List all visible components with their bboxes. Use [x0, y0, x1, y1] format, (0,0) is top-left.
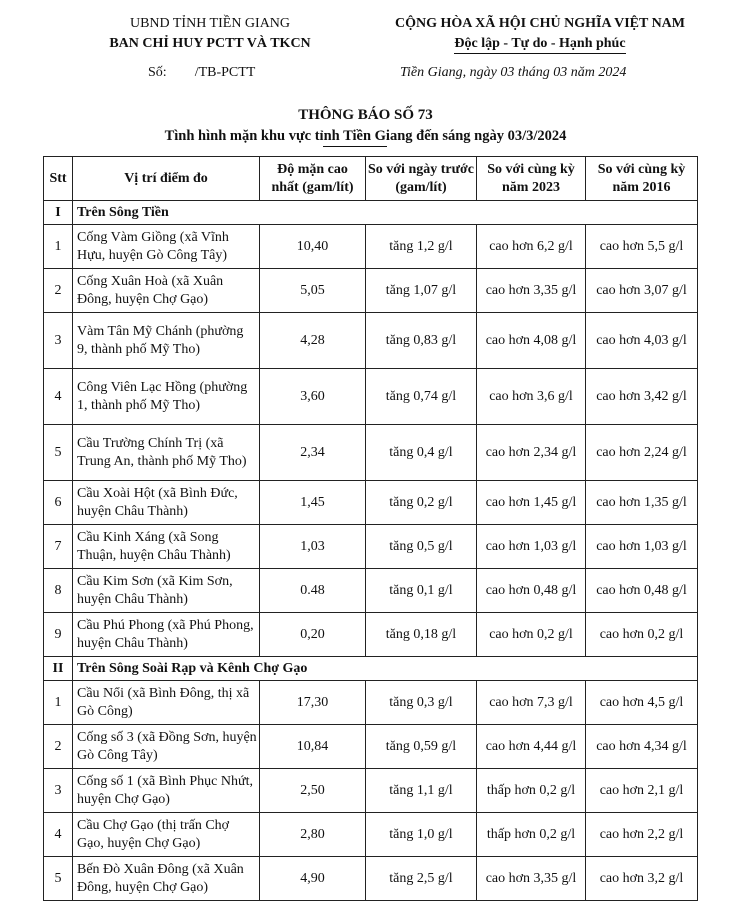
row-vs-2016: cao hơn 2,2 g/l [586, 813, 698, 857]
table-row [44, 813, 698, 857]
row-stt: 4 [44, 813, 73, 857]
row-vs-2023: cao hơn 1,03 g/l [477, 525, 586, 569]
row-max-salinity: 0.48 [260, 569, 366, 613]
row-vs-2016: cao hơn 3,2 g/l [586, 857, 698, 901]
table-row [44, 681, 698, 725]
row-vs-2023: thấp hơn 0,2 g/l [477, 769, 586, 813]
row-vs-2016: cao hơn 4,34 g/l [586, 725, 698, 769]
column-header-stt: Stt [44, 157, 73, 201]
notice-title: THÔNG BÁO SỐ 73 [298, 107, 433, 123]
national-motto: Độc lập - Tự do - Hạnh phúc [454, 34, 625, 54]
row-vs-2023: cao hơn 4,08 g/l [477, 313, 586, 369]
row-location: Cống số 1 (xã Bình Phục Nhứt, huyện Chợ Gạo) [73, 769, 260, 813]
command-board-name: BAN CHỈ HUY PCTT VÀ TKCN [109, 36, 311, 51]
table-row [44, 369, 698, 425]
row-vs-2016: cao hơn 4,03 g/l [586, 313, 698, 369]
row-location: Cầu Nổi (xã Bình Đông, thị xã Gò Công) [73, 681, 260, 725]
section-row [44, 201, 698, 225]
row-location: Cầu Phú Phong (xã Phú Phong, huyện Châu Thành) [73, 613, 260, 657]
row-vs-2016: cao hơn 4,5 g/l [586, 681, 698, 725]
row-vs-previous-day: tăng 1,1 g/l [366, 769, 477, 813]
row-max-salinity: 3,60 [260, 369, 366, 425]
row-vs-2023: cao hơn 0,48 g/l [477, 569, 586, 613]
table-row [44, 569, 698, 613]
row-stt: 3 [44, 769, 73, 813]
row-vs-2016: cao hơn 1,03 g/l [586, 525, 698, 569]
row-stt: 5 [44, 857, 73, 901]
row-vs-2023: cao hơn 1,45 g/l [477, 481, 586, 525]
row-vs-previous-day: tăng 0,3 g/l [366, 681, 477, 725]
row-vs-2023: cao hơn 3,35 g/l [477, 269, 586, 313]
section-name: Trên Sông Soài Rạp và Kênh Chợ Gạo [73, 657, 698, 681]
row-location: Cống Vàm Giồng (xã Vĩnh Hựu, huyện Gò Công Tây) [73, 225, 260, 269]
row-max-salinity: 4,90 [260, 857, 366, 901]
row-max-salinity: 2,50 [260, 769, 366, 813]
row-stt: 7 [44, 525, 73, 569]
row-max-salinity: 17,30 [260, 681, 366, 725]
row-location: Cầu Kim Sơn (xã Kim Sơn, huyện Châu Thành) [73, 569, 260, 613]
column-header-vs-previous-day: So với ngày trước (gam/lít) [366, 157, 477, 201]
row-vs-previous-day: tăng 1,0 g/l [366, 813, 477, 857]
column-header-location: Vị trí điểm đo [73, 157, 260, 201]
table-row [44, 769, 698, 813]
row-vs-2023: cao hơn 6,2 g/l [477, 225, 586, 269]
national-header [360, 14, 720, 54]
row-vs-2023: cao hơn 2,34 g/l [477, 425, 586, 481]
row-stt: 1 [44, 681, 73, 725]
notice-subtitle [0, 126, 731, 146]
row-vs-previous-day: tăng 0,2 g/l [366, 481, 477, 525]
row-location: Cầu Xoài Hột (xã Bình Đức, huyện Châu Thành) [73, 481, 260, 525]
table-row [44, 857, 698, 901]
document-number [148, 65, 255, 81]
row-vs-2016: cao hơn 3,42 g/l [586, 369, 698, 425]
row-max-salinity: 1,45 [260, 481, 366, 525]
row-stt: 5 [44, 425, 73, 481]
row-stt: 8 [44, 569, 73, 613]
row-max-salinity: 10,84 [260, 725, 366, 769]
section-number: I [44, 201, 73, 225]
row-max-salinity: 10,40 [260, 225, 366, 269]
row-vs-2016: cao hơn 0,48 g/l [586, 569, 698, 613]
row-location: Cầu Chợ Gạo (thị trấn Chợ Gạo, huyện Chợ Gạo) [73, 813, 260, 857]
row-location: Công Viên Lạc Hồng (phường 1, thành phố Mỹ Tho) [73, 369, 260, 425]
row-vs-2023: cao hơn 3,35 g/l [477, 857, 586, 901]
row-max-salinity: 2,34 [260, 425, 366, 481]
column-header-max-salinity: Độ mặn cao nhất (gam/lít) [260, 157, 366, 201]
row-vs-2023: cao hơn 4,44 g/l [477, 725, 586, 769]
table-row [44, 525, 698, 569]
table-row [44, 425, 698, 481]
row-vs-previous-day: tăng 0,59 g/l [366, 725, 477, 769]
row-max-salinity: 5,05 [260, 269, 366, 313]
row-vs-2016: cao hơn 0,2 g/l [586, 613, 698, 657]
document-number-label: Số: [148, 65, 167, 80]
row-vs-previous-day: tăng 2,5 g/l [366, 857, 477, 901]
table-header-row [44, 157, 698, 201]
row-location: Cống số 3 (xã Đồng Sơn, huyện Gò Công Tây) [73, 725, 260, 769]
row-vs-2023: cao hơn 7,3 g/l [477, 681, 586, 725]
row-location: Cầu Kinh Xáng (xã Song Thuận, huyện Châu Thành) [73, 525, 260, 569]
row-vs-2016: cao hơn 5,5 g/l [586, 225, 698, 269]
section-name: Trên Sông Tiền [73, 201, 698, 225]
table-row [44, 313, 698, 369]
row-vs-previous-day: tăng 0,5 g/l [366, 525, 477, 569]
table-row [44, 725, 698, 769]
row-vs-2016: cao hơn 2,24 g/l [586, 425, 698, 481]
row-vs-2023: thấp hơn 0,2 g/l [477, 813, 586, 857]
row-stt: 1 [44, 225, 73, 269]
row-max-salinity: 2,80 [260, 813, 366, 857]
row-stt: 6 [44, 481, 73, 525]
document-number-value: /TB-PCTT [194, 65, 256, 80]
row-vs-previous-day: tăng 1,2 g/l [366, 225, 477, 269]
row-vs-previous-day: tăng 0,4 g/l [366, 425, 477, 481]
column-header-vs-2016: So với cùng kỳ năm 2016 [586, 157, 698, 201]
subtitle-underline [323, 146, 387, 147]
table-row [44, 269, 698, 313]
row-max-salinity: 0,20 [260, 613, 366, 657]
row-location: Bến Đò Xuân Đông (xã Xuân Đông, huyện Chợ Gạo) [73, 857, 260, 901]
table-row [44, 481, 698, 525]
row-stt: 3 [44, 313, 73, 369]
salinity-table [43, 156, 698, 901]
row-max-salinity: 4,28 [260, 313, 366, 369]
row-stt: 9 [44, 613, 73, 657]
row-vs-2016: cao hơn 3,07 g/l [586, 269, 698, 313]
row-location: Cống Xuân Hoà (xã Xuân Đông, huyện Chợ Gạo) [73, 269, 260, 313]
row-max-salinity: 1,03 [260, 525, 366, 569]
section-number: II [44, 657, 73, 681]
notice-subtitle-text: Tình hình mặn khu vực tỉnh Tiền Giang đến sáng ngày 03/3/2024 [164, 128, 567, 144]
national-title: CỘNG HÒA XÃ HỘI CHỦ NGHĨA VIỆT NAM [394, 16, 685, 31]
row-vs-previous-day: tăng 0,1 g/l [366, 569, 477, 613]
row-stt: 2 [44, 725, 73, 769]
row-vs-previous-day: tăng 1,07 g/l [366, 269, 477, 313]
agency-header [70, 14, 350, 54]
row-location: Cầu Trường Chính Trị (xã Trung An, thành phố Mỹ Tho) [73, 425, 260, 481]
row-vs-previous-day: tăng 0,83 g/l [366, 313, 477, 369]
province-committee: UBND TỈNH TIỀN GIANG [129, 16, 291, 31]
row-stt: 4 [44, 369, 73, 425]
row-vs-2016: cao hơn 1,35 g/l [586, 481, 698, 525]
row-vs-2023: cao hơn 3,6 g/l [477, 369, 586, 425]
section-row [44, 657, 698, 681]
table-row [44, 613, 698, 657]
row-vs-previous-day: tăng 0,74 g/l [366, 369, 477, 425]
row-stt: 2 [44, 269, 73, 313]
row-vs-previous-day: tăng 0,18 g/l [366, 613, 477, 657]
row-vs-2023: cao hơn 0,2 g/l [477, 613, 586, 657]
row-vs-2016: cao hơn 2,1 g/l [586, 769, 698, 813]
row-location: Vàm Tân Mỹ Chánh (phường 9, thành phố Mỹ Tho) [73, 313, 260, 369]
column-header-vs-2023: So với cùng kỳ năm 2023 [477, 157, 586, 201]
table-row [44, 225, 698, 269]
document-date: Tiền Giang, ngày 03 tháng 03 năm 2024 [400, 65, 627, 80]
